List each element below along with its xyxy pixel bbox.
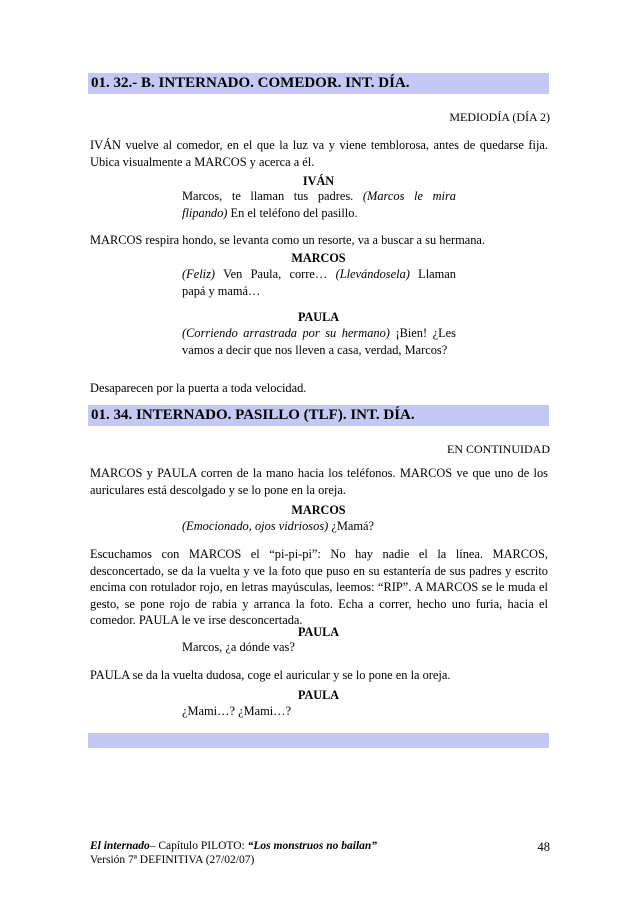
parenthetical: (Llevándosela) (335, 267, 410, 281)
dialogue-text: Marcos, ¿a dónde vas? (182, 640, 295, 654)
dialogue-text: ¡Bien! ¿Les vamos a decir que nos lleven a casa, verdad, Marcos? (182, 326, 456, 357)
character-name: MARCOS (291, 503, 346, 517)
footer-version: Versión 7ª DEFINITIVA (27/02/07) (90, 854, 255, 866)
dialogue-text: Marcos, te llaman tus padres. (182, 189, 354, 203)
dialogue-block (182, 266, 456, 300)
action-text: Desaparecen por la puerta a toda velocidad. (90, 381, 307, 395)
action-text: IVÁN vuelve al comedor, en el que la luz va y viene temblorosa, antes de quedarse fija. Ubica visualmente a MARCOS y acerca a él. (90, 138, 548, 169)
page-number: 48 (537, 840, 550, 854)
dialogue-block (182, 639, 456, 656)
footer-title-line (90, 839, 377, 853)
action-text: MARCOS respira hondo, se levanta como un resorte, va a buscar a su hermana. (90, 233, 486, 247)
dialogue-block (182, 518, 456, 535)
dialogue-text: ¿Mami…? ¿Mami…? (182, 704, 292, 718)
dialogue-block (182, 188, 456, 222)
parenthetical: (Marcos le mira flipando) (182, 189, 456, 220)
action-text: MARCOS y PAULA corren de la mano hacia los teléfonos. MARCOS ve que uno de los auriculares está descolgado y se lo pone en la oreja. (90, 466, 548, 497)
footer-chapter: – Capítulo PILOTO: (149, 840, 248, 852)
character-name: IVÁN (302, 174, 335, 188)
scene-heading-1: 01. 32.- B. INTERNADO. COMEDOR. INT. DÍA. (88, 73, 549, 94)
dialogue-text: ¿Mamá? (331, 519, 375, 533)
action-text: Escuchamos con MARCOS el “pi-pi-pi”: No hay nadie el la línea. MARCOS, desconcertado, se da la vuelta y ve la foto que puso en su estantería de sus padres y escrito encima con rotulador rojo, en letras mayúsculas, leemos: “RIP”. A MARCOS se le muda el gesto, se pone rojo de rabia y arranca la foto. Echa a correr, hecho uno furia, hacia el comedor. PAULA le ve irse desconcertada. (90, 547, 548, 627)
footer-info (90, 839, 377, 867)
footer-series-title: El internado (90, 840, 150, 852)
parenthetical: (Feliz) (182, 267, 216, 281)
dialogue-text: Llaman papá y mamá… (182, 267, 456, 298)
dialogue-text: En el teléfono del pasillo. (230, 206, 358, 220)
scene-time-1: MEDIODÍA (DÍA 2) (449, 110, 550, 124)
action-text: PAULA se da la vuelta dudosa, coge el auricular y se lo pone en la oreja. (90, 668, 451, 682)
scene-time-2: EN CONTINUIDAD (447, 442, 550, 456)
scene-heading-2: 01. 34. INTERNADO. PASILLO (TLF). INT. DÍA. (88, 405, 549, 426)
footer-episode-title: “Los monstruos no bailan” (247, 840, 378, 852)
empty-scene-bar (88, 733, 549, 748)
character-name: PAULA (297, 625, 340, 639)
dialogue-block (182, 703, 456, 720)
character-name: MARCOS (291, 251, 346, 265)
parenthetical: (Corriendo arrastrada por su hermano) (182, 326, 390, 340)
dialogue-text: Ven Paula, corre… (223, 267, 328, 281)
parenthetical: (Emocionado, ojos vidriosos) (182, 519, 329, 533)
character-name: PAULA (297, 310, 340, 324)
character-name: PAULA (297, 688, 340, 702)
dialogue-block (182, 325, 456, 359)
